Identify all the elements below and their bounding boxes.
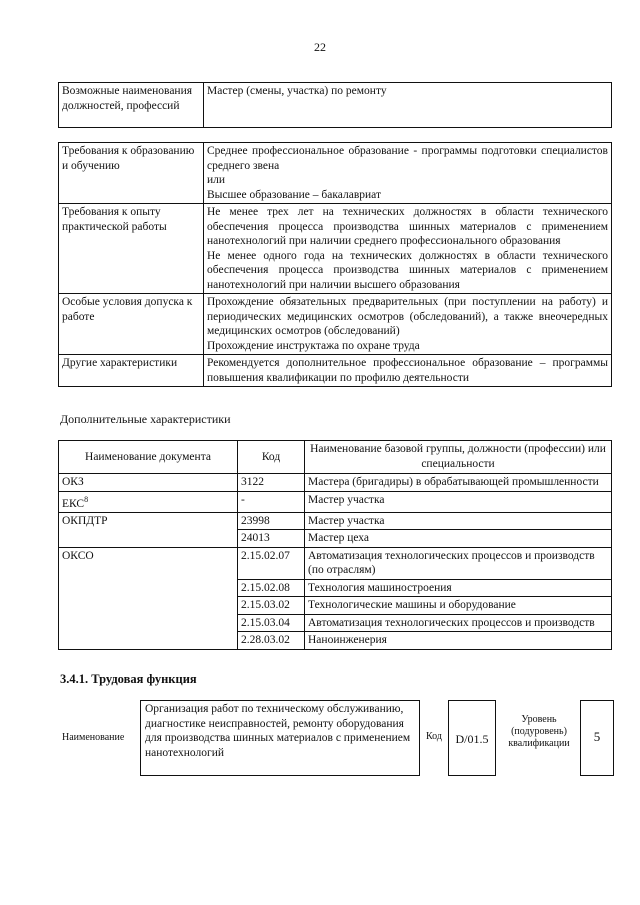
lf-code-label: Код [426, 731, 442, 742]
row-name: Мастера (бригадиры) в обрабатывающей промышленности [305, 474, 612, 492]
lf-name-value: Организация работ по техническому обслуживанию, диагностике неисправностей, ремонту оборудования для производства шинных материалов с применением нанотехнологий [145, 703, 411, 759]
lf-level-label: Уровень (подуровень) квалификации [508, 714, 570, 749]
req-row-education [59, 143, 612, 204]
row-code: 2.15.03.02 [238, 597, 305, 615]
page-number: 22 [314, 40, 326, 54]
row-name: Наноинженерия [305, 632, 612, 650]
lf-level-box [580, 700, 614, 776]
doc-okpdtr: ОКПДТР [59, 512, 238, 547]
req-line: Не менее трех лет на технических должностях в области технического обеспечения процесса производства шинных материалов с применением нанотехнологий при наличии среднего профессионального образования [207, 206, 608, 247]
row-name: Мастер участка [305, 512, 612, 530]
additional-header-row [59, 441, 612, 474]
req-line: Не менее одного года на технических должностях в области технического обеспечения процесса производства шинных материалов с применением нанотехнологий при наличии высшего образования [207, 249, 608, 291]
table-row [59, 474, 612, 492]
positions-table [58, 82, 612, 128]
row-name: Автоматизация технологических процессов и производств (по отраслям) [305, 547, 612, 579]
lf-code-box [448, 700, 496, 776]
req-row-admission [59, 294, 612, 355]
req-label: Требования к опыту практической работы [59, 204, 204, 294]
additional-title: Дополнительные характеристики [60, 412, 231, 426]
lf-level-value: 5 [593, 729, 601, 744]
req-label: Требования к образованию и обучению [59, 143, 204, 204]
req-row-other [59, 355, 612, 387]
doc-okz: ОКЗ [59, 474, 238, 492]
req-line: Среднее профессиональное образование - программы подготовки специалистов среднего звена [207, 145, 608, 172]
req-row-experience [59, 204, 612, 294]
row-code: 2.28.03.02 [238, 632, 305, 650]
row-code: 2.15.03.04 [238, 614, 305, 632]
req-line: Высшее образование – бакалавриат [207, 188, 381, 201]
row-code: 3122 [238, 474, 305, 492]
doc-eks [59, 491, 238, 512]
lf-name-label: Наименование [62, 732, 125, 743]
row-code: - [238, 491, 305, 512]
row-name: Мастер участка [305, 491, 612, 512]
req-label: Особые условия допуска к работе [59, 294, 204, 355]
req-line: Прохождение обязательных предварительных (при поступлении на работу) и периодических медицинских осмотров (обследований), а также внеочередных медицинских осмотров (обследований) [207, 296, 608, 337]
row-code: 24013 [238, 530, 305, 548]
row-code: 23998 [238, 512, 305, 530]
row-name: Автоматизация технологических процессов и производств [305, 614, 612, 632]
labor-function-title: 3.4.1. Трудовая функция [60, 672, 197, 686]
lf-code-value: D/01.5 [455, 732, 489, 746]
positions-value: Мастер (смены, участка) по ремонту [204, 83, 612, 128]
req-label: Другие характеристики [59, 355, 204, 387]
req-line: Прохождение инструктажа по охране труда [207, 339, 420, 352]
row-name: Технологические машины и оборудование [305, 597, 612, 615]
row-code: 2.15.02.08 [238, 579, 305, 597]
requirements-table [58, 142, 612, 387]
header-name: Наименование базовой группы, должности (профессии) или специальности [305, 441, 612, 474]
table-row [59, 491, 612, 512]
positions-label: Возможные наименования должностей, профессий [59, 83, 204, 128]
row-code: 2.15.02.07 [238, 547, 305, 579]
table-row [59, 512, 612, 530]
header-code: Код [238, 441, 305, 474]
row-name: Технология машиностроения [305, 579, 612, 597]
header-doc: Наименование документа [59, 441, 238, 474]
footnote-marker: 8 [84, 494, 89, 504]
req-line: Рекомендуется дополнительное профессиональное образование – программы повышения квалификации по профилю деятельности [207, 357, 608, 384]
lf-name-box [140, 700, 420, 776]
doc-eks-label: ЕКС [62, 497, 85, 510]
row-name: Мастер цеха [305, 530, 612, 548]
req-line: или [207, 174, 226, 186]
additional-table [58, 440, 612, 650]
table-row [59, 547, 612, 579]
doc-okso: ОКСО [59, 547, 238, 649]
